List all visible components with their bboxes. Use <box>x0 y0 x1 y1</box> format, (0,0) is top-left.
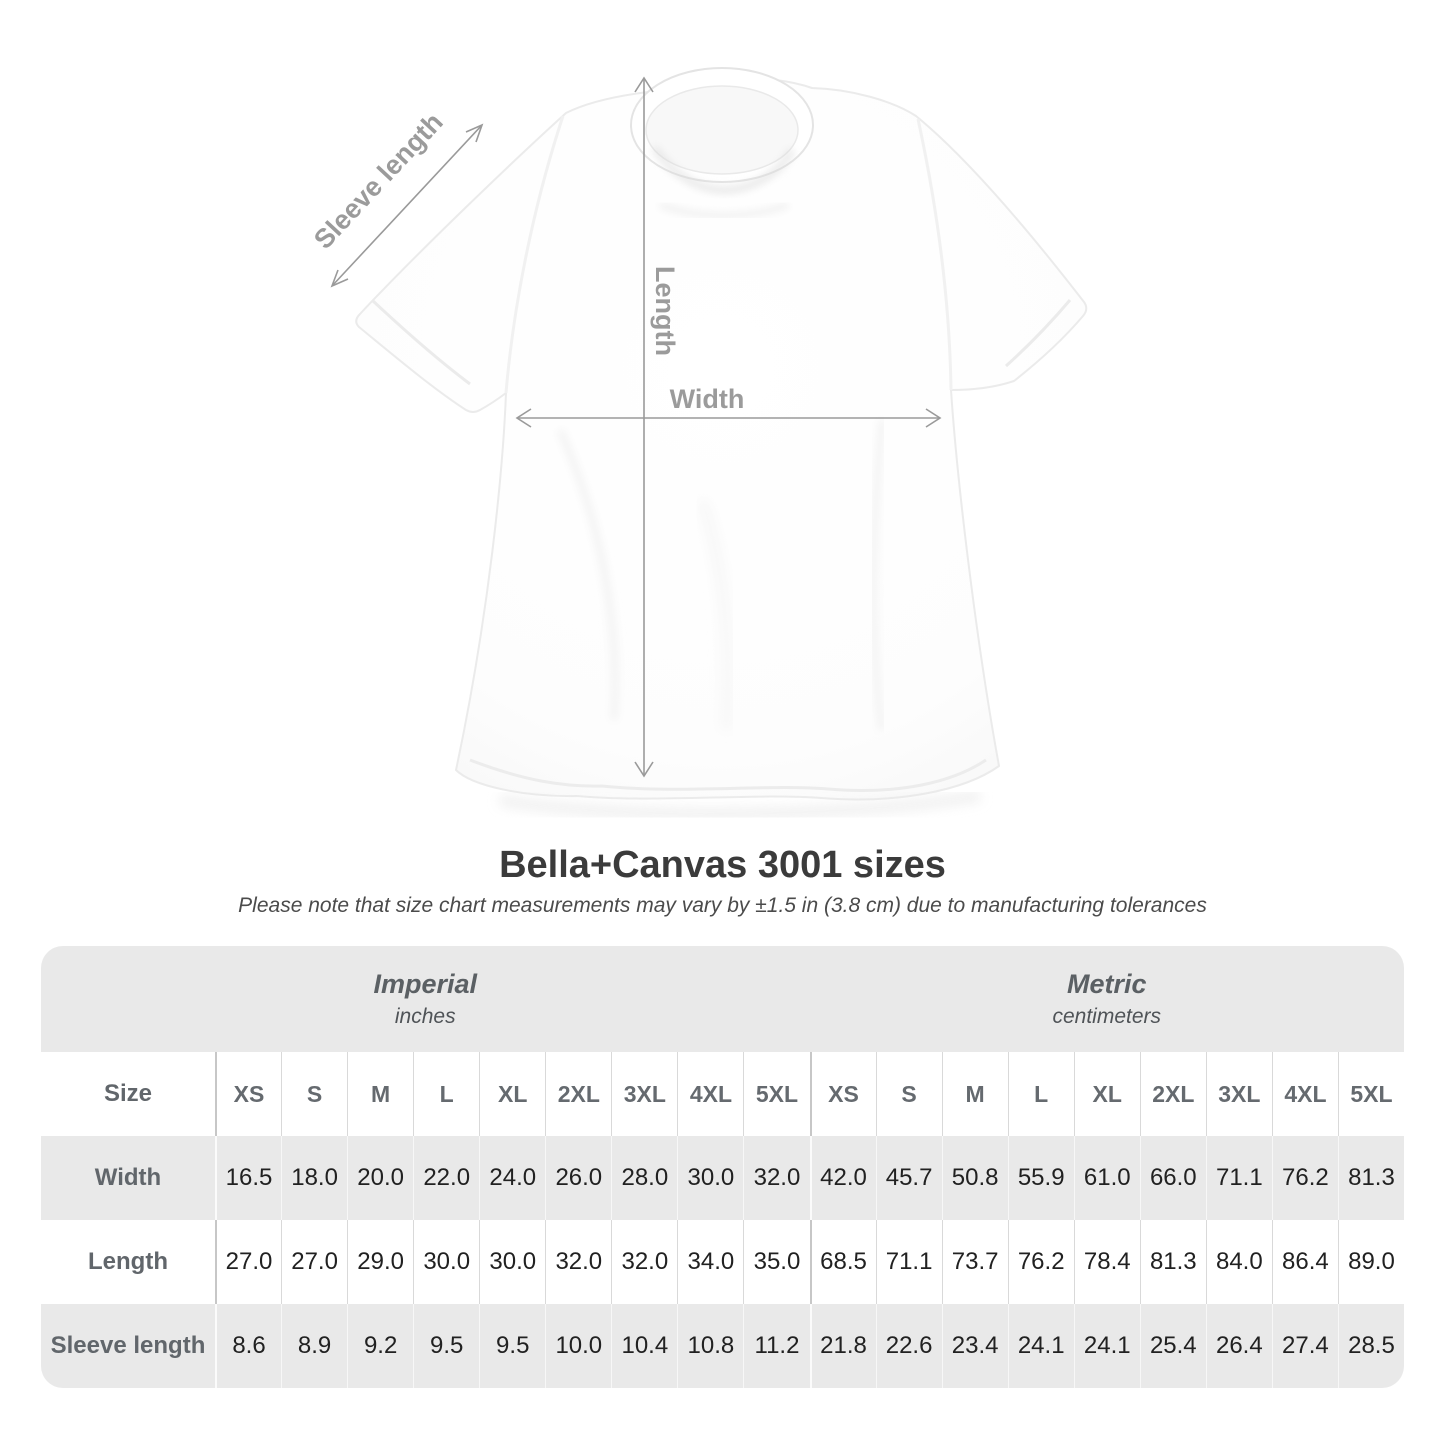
sleeve-length-imperial-5xl: 11.2 <box>743 1304 809 1388</box>
width-imperial-m: 20.0 <box>347 1136 413 1220</box>
size-header-xs-imperial: XS <box>215 1052 281 1136</box>
width-metric-4xl: 76.2 <box>1272 1136 1338 1220</box>
length-imperial-4xl: 34.0 <box>677 1220 743 1304</box>
length-imperial-m: 29.0 <box>347 1220 413 1304</box>
sleeve-length-metric-2xl: 25.4 <box>1140 1304 1206 1388</box>
unit-group-unit-inches: inches <box>394 1005 456 1028</box>
page-title: Bella+Canvas 3001 sizes <box>499 844 946 886</box>
tshirt-body <box>356 78 1086 800</box>
sleeve-length-metric-xs: 21.8 <box>810 1304 876 1388</box>
width-imperial-xs: 16.5 <box>215 1136 281 1220</box>
size-header-xl-imperial: XL <box>479 1052 545 1136</box>
width-metric-2xl: 66.0 <box>1140 1136 1206 1220</box>
width-imperial-4xl: 30.0 <box>677 1136 743 1220</box>
size-header-m-imperial: M <box>347 1052 413 1136</box>
size-header-xl-metric: XL <box>1074 1052 1140 1136</box>
size-header-2xl-imperial: 2XL <box>545 1052 611 1136</box>
length-metric-4xl: 86.4 <box>1272 1220 1338 1304</box>
width-metric-s: 45.7 <box>876 1136 942 1220</box>
length-metric-xs: 68.5 <box>810 1220 876 1304</box>
size-header-xs-metric: XS <box>810 1052 876 1136</box>
unit-group-name-imperial: Imperial <box>373 969 478 999</box>
size-header-3xl-metric: 3XL <box>1206 1052 1272 1136</box>
length-imperial-5xl: 35.0 <box>743 1220 809 1304</box>
size-corner-label: Size <box>41 1052 215 1136</box>
sleeve-length-imperial-3xl: 10.4 <box>611 1304 677 1388</box>
sleeve-length-metric-xl: 24.1 <box>1074 1304 1140 1388</box>
sleeve-length-metric-3xl: 26.4 <box>1206 1304 1272 1388</box>
sleeve-length-imperial-m: 9.2 <box>347 1304 413 1388</box>
sleeve-length-imperial-xs: 8.6 <box>215 1304 281 1388</box>
row-label-length: Length <box>41 1220 215 1304</box>
unit-group-imperial <box>41 946 810 1052</box>
sleeve-length-imperial-4xl: 10.8 <box>677 1304 743 1388</box>
width-imperial-xl: 24.0 <box>479 1136 545 1220</box>
sleeve-length-label: Sleeve length <box>308 106 449 255</box>
width-imperial-l: 22.0 <box>413 1136 479 1220</box>
width-metric-3xl: 71.1 <box>1206 1136 1272 1220</box>
length-metric-5xl: 89.0 <box>1338 1220 1404 1304</box>
width-metric-5xl: 81.3 <box>1338 1136 1404 1220</box>
width-imperial-3xl: 28.0 <box>611 1136 677 1220</box>
size-header-4xl-imperial: 4XL <box>677 1052 743 1136</box>
width-metric-xs: 42.0 <box>810 1136 876 1220</box>
size-chart <box>41 946 1404 1388</box>
sleeve-length-metric-m: 23.4 <box>942 1304 1008 1388</box>
size-header-2xl-metric: 2XL <box>1140 1052 1206 1136</box>
width-imperial-2xl: 26.0 <box>545 1136 611 1220</box>
length-imperial-xs: 27.0 <box>215 1220 281 1304</box>
size-header-s-imperial: S <box>281 1052 347 1136</box>
sleeve-length-imperial-l: 9.5 <box>413 1304 479 1388</box>
length-metric-3xl: 84.0 <box>1206 1220 1272 1304</box>
unit-group-unit-centimeters: centimeters <box>1052 1005 1162 1028</box>
row-label-sleeve-length: Sleeve length <box>41 1304 215 1388</box>
length-imperial-xl: 30.0 <box>479 1220 545 1304</box>
row-label-width: Width <box>41 1136 215 1220</box>
size-header-5xl-imperial: 5XL <box>743 1052 809 1136</box>
sleeve-length-imperial-s: 8.9 <box>281 1304 347 1388</box>
sleeve-length-metric-4xl: 27.4 <box>1272 1304 1338 1388</box>
size-header-m-metric: M <box>942 1052 1008 1136</box>
length-imperial-l: 30.0 <box>413 1220 479 1304</box>
size-header-l-imperial: L <box>413 1052 479 1136</box>
tshirt-illustration <box>356 68 1086 814</box>
size-header-3xl-imperial: 3XL <box>611 1052 677 1136</box>
heading <box>0 842 1445 919</box>
length-imperial-3xl: 32.0 <box>611 1220 677 1304</box>
length-metric-xl: 78.4 <box>1074 1220 1140 1304</box>
sleeve-length-imperial-xl: 9.5 <box>479 1304 545 1388</box>
length-metric-s: 71.1 <box>876 1220 942 1304</box>
width-label: Width <box>669 384 745 414</box>
length-label: Length <box>650 266 680 356</box>
width-metric-m: 50.8 <box>942 1136 1008 1220</box>
size-header-4xl-metric: 4XL <box>1272 1052 1338 1136</box>
length-imperial-2xl: 32.0 <box>545 1220 611 1304</box>
unit-group-metric <box>810 946 1405 1052</box>
size-chart-table <box>41 946 1404 1388</box>
length-metric-m: 73.7 <box>942 1220 1008 1304</box>
width-metric-l: 55.9 <box>1008 1136 1074 1220</box>
sleeve-length-imperial-2xl: 10.0 <box>545 1304 611 1388</box>
sleeve-length-metric-s: 22.6 <box>876 1304 942 1388</box>
size-header-s-metric: S <box>876 1052 942 1136</box>
size-header-5xl-metric: 5XL <box>1338 1052 1404 1136</box>
width-metric-xl: 61.0 <box>1074 1136 1140 1220</box>
size-header-l-metric: L <box>1008 1052 1074 1136</box>
unit-group-name-metric: Metric <box>1066 969 1147 999</box>
page-subtitle: Please note that size chart measurements may vary by ±1.5 in (3.8 cm) due to manufacturing tolerances <box>238 894 1207 917</box>
length-metric-2xl: 81.3 <box>1140 1220 1206 1304</box>
length-metric-l: 76.2 <box>1008 1220 1074 1304</box>
sleeve-length-metric-l: 24.1 <box>1008 1304 1074 1388</box>
length-imperial-s: 27.0 <box>281 1220 347 1304</box>
width-imperial-5xl: 32.0 <box>743 1136 809 1220</box>
sleeve-length-metric-5xl: 28.5 <box>1338 1304 1404 1388</box>
width-imperial-s: 18.0 <box>281 1136 347 1220</box>
